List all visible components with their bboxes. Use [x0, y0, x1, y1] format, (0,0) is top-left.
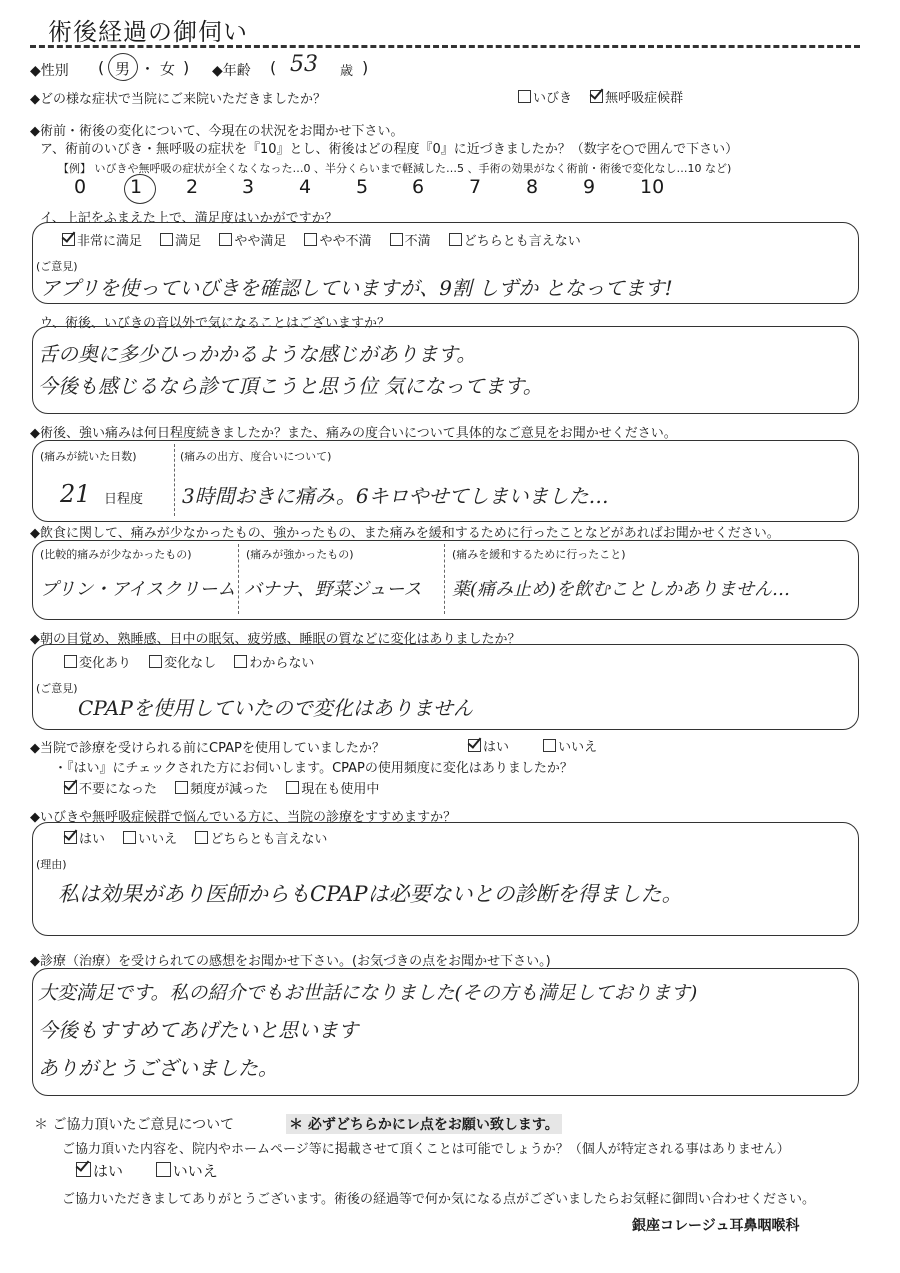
recommend-reason-label: (理由)	[36, 858, 67, 871]
apnea-checkbox[interactable]	[590, 90, 603, 103]
food-label-less-pain: (比較的痛みが少なかったもの)	[40, 548, 192, 561]
cpap-unneeded-label: 不要になった	[79, 782, 158, 797]
q-symptom-text: ◆どの様な症状で当院にご来院いただきましたか？	[30, 92, 326, 107]
recommend-no-checkbox[interactable]	[123, 831, 136, 844]
page-title: 術後経過の御伺い	[48, 18, 248, 46]
cpap-still-using-label: 現在も使用中	[301, 782, 380, 797]
cpap-sub-options	[64, 778, 393, 797]
cpap-reduced-checkbox[interactable]	[175, 781, 188, 794]
cpap-unneeded-checkbox[interactable]	[64, 781, 77, 794]
impression-answer-line2[interactable]: 今後もすすめてあげたいと思います	[38, 1018, 359, 1042]
gender-label: ◆性別	[30, 63, 69, 79]
sat-dissatisfied-checkbox[interactable]	[390, 233, 403, 246]
snoring-checkbox[interactable]	[518, 90, 531, 103]
pain-days-unit: 日程度	[104, 492, 144, 507]
sat-somewhat-satisfied-checkbox[interactable]	[219, 233, 232, 246]
sat-satisfied-checkbox[interactable]	[160, 233, 173, 246]
q-recommend-text: ◆いびきや無呼吸症候群で悩んでいる方に、当院の診療をすすめますか？	[30, 810, 457, 825]
other-answer-line2[interactable]: 今後も感じるなら診て頂こうと思う位 気になってます。	[38, 374, 543, 398]
sat-very-satisfied-checkbox[interactable]	[62, 233, 75, 246]
cpap-no-label: いいえ	[558, 740, 598, 755]
gender-dot: ・	[140, 60, 156, 78]
pain-degree-answer[interactable]: 3時間おきに痛み。6キロやせてしまいました…	[182, 484, 609, 508]
sat-neutral-label: どちらとも言えない	[463, 234, 581, 249]
q-impression-text: ◆診療（治療）を受けられての感想をお聞かせ下さい。(お気づきの点をお聞かせ下さい。)	[30, 954, 551, 969]
sat-somewhat-dissatisfied-checkbox[interactable]	[304, 233, 317, 246]
sleep-unchanged-label: 変化なし	[164, 656, 217, 671]
cpap-options	[468, 736, 611, 755]
satisfaction-answer[interactable]: アプリを使っていびきを確認していますが、9割 しずか となってます!	[40, 276, 673, 300]
q-sleep-text: ◆朝の目覚め、熟睡感、日中の眠気、疲労感、睡眠の質などに変化はありましたか？	[30, 632, 521, 647]
pain-days-label: (痛みが続いた日数)	[40, 450, 137, 463]
cpap-still-using-checkbox[interactable]	[286, 781, 299, 794]
food-divider-1	[238, 544, 239, 614]
pain-divider	[174, 444, 175, 516]
pain-days-value[interactable]: 21	[60, 480, 91, 508]
scale-number-7[interactable]: 7	[469, 176, 482, 198]
scale-number-3[interactable]: 3	[242, 176, 255, 198]
sleep-changed-checkbox[interactable]	[64, 655, 77, 668]
scale-selected-circle	[124, 174, 156, 204]
impression-answer-line3[interactable]: ありがとうございました。	[38, 1056, 278, 1080]
age-value[interactable]: 53	[290, 52, 318, 77]
sleep-unknown-checkbox[interactable]	[234, 655, 247, 668]
recommend-yes-label: はい	[79, 832, 106, 847]
cpap-no-checkbox[interactable]	[543, 739, 556, 752]
q-change-example: 【例】 いびきや無呼吸の症状が全くなくなった…0 、半分くらいまで軽減した…5 、手術の効果がなく術前・術後で変化なし…10 など)	[58, 162, 732, 175]
q-pain-text: ◆術後、強い痛みは何日程度続きましたか？また、痛みの度合いについて具体的なご意見をお聞かせください。	[30, 426, 677, 441]
footer-permission-options	[76, 1160, 232, 1181]
q-other-text: ウ、術後、いびきの音以外で気になることはございますか？	[40, 316, 390, 331]
age-label: ◆年齢	[212, 63, 251, 79]
sleep-opinion-label: (ご意見)	[36, 682, 78, 695]
food-label-more-pain: (痛みが強かったもの)	[246, 548, 354, 561]
permission-no-label: いいえ	[172, 1162, 218, 1180]
impression-answer-line1[interactable]: 大変満足です。私の紹介でもお世話になりました(その方も満足しております)	[38, 982, 698, 1004]
sleep-changed-label: 変化あり	[79, 656, 132, 671]
sat-dissatisfied-label: 不満	[404, 234, 431, 249]
scale-number-10[interactable]: 10	[640, 176, 665, 198]
recommend-answer[interactable]: 私は効果があり医師からもCPAPは必要ないとの診断を得ました。	[58, 882, 683, 906]
scale-number-2[interactable]: 2	[186, 176, 199, 198]
sat-somewhat-satisfied-label: やや満足	[234, 234, 287, 249]
q-satisfaction-text: イ、上記をふまえた上で、満足度はいかがですか？	[40, 211, 338, 226]
scale-number-0[interactable]: 0	[74, 176, 87, 198]
gender-paren-close: )	[183, 58, 190, 77]
cpap-yes-checkbox[interactable]	[468, 739, 481, 752]
apnea-label: 無呼吸症候群	[605, 91, 684, 106]
q-cpap-text: ◆当院で診療を受けられる前にCPAPを使用していましたか？	[30, 741, 385, 756]
title-underline	[30, 45, 860, 48]
sat-somewhat-dissatisfied-label: やや不満	[319, 234, 372, 249]
recommend-neutral-checkbox[interactable]	[195, 831, 208, 844]
scale-number-6[interactable]: 6	[412, 176, 425, 198]
footer-permission-text: ご協力頂いた内容を、院内やホームページ等に掲載させて頂くことは可能でしょうか？（個人が特定される事はありません）	[62, 1142, 790, 1157]
q-change-a-text: ア、術前のいびき・無呼吸の症状を『10』とし、術後はどの程度『0』に近づきましたか？（数字を○で囲んで下さい）	[40, 142, 739, 157]
sat-satisfied-label: 満足	[175, 234, 202, 249]
gender-male[interactable]: 男	[115, 60, 131, 78]
food-answer-less-pain[interactable]: プリン・アイスクリーム	[40, 579, 236, 600]
sleep-answer[interactable]: CPAPを使用していたので変化はありません	[78, 696, 473, 720]
food-label-relief: (痛みを緩和するために行ったこと)	[452, 548, 626, 561]
sleep-options	[64, 652, 328, 671]
footer-note-opinion: ＊ ご協力頂いたご意見について	[34, 1117, 235, 1133]
q-food-text: ◆飲食に関して、痛みが少なかったもの、強かったもの、また痛みを緩和するために行ったことなどがあればお聞かせください。	[30, 526, 780, 541]
permission-no-checkbox[interactable]	[156, 1162, 171, 1177]
clinic-name: 銀座コレージュ耳鼻咽喉科	[632, 1218, 800, 1234]
scale-number-4[interactable]: 4	[299, 176, 312, 198]
gender-paren-open: (	[98, 58, 105, 77]
footer-note-check: ＊ 必ずどちらかにレ点をお願い致します。	[286, 1114, 562, 1134]
q-change-heading: ◆術前・術後の変化について、今現在の状況をお聞かせ下さい。	[30, 124, 404, 139]
recommend-options	[64, 828, 341, 847]
age-unit: 歳	[340, 64, 354, 79]
permission-yes-checkbox[interactable]	[76, 1162, 91, 1177]
q-symptom-options	[518, 87, 697, 106]
scale-number-8[interactable]: 8	[526, 176, 539, 198]
recommend-neutral-label: どちらとも言えない	[210, 832, 328, 847]
recommend-yes-checkbox[interactable]	[64, 831, 77, 844]
snoring-label: いびき	[533, 91, 573, 106]
satisfaction-opinion-label: (ご意見)	[36, 260, 78, 273]
permission-yes-label: はい	[93, 1162, 124, 1180]
age-paren-open: (	[270, 58, 277, 77]
footer-thanks: ご協力いただきましてありがとうございます。術後の経過等で何か気になる点がございましたらお気軽に御問い合わせください。	[62, 1192, 815, 1207]
other-answer-line1[interactable]: 舌の奥に多少ひっかかるような感じがあります。	[38, 342, 477, 366]
sleep-unchanged-checkbox[interactable]	[149, 655, 162, 668]
sat-very-satisfied-label: 非常に満足	[77, 234, 143, 249]
sat-neutral-checkbox[interactable]	[449, 233, 462, 246]
q-cpap-sub-text: ・『はい』にチェックされた方にお伺いします。CPAPの使用頻度に変化はありましたか？	[54, 761, 573, 776]
scale-number-1[interactable]: 1	[130, 176, 143, 198]
gender-female[interactable]: 女	[160, 60, 176, 78]
food-answer-relief[interactable]: 薬(痛み止め)を飲むことしかありません…	[452, 579, 791, 600]
pain-degree-label: (痛みの出方、度合いについて)	[180, 450, 332, 463]
cpap-yes-label: はい	[483, 740, 510, 755]
scale-number-9[interactable]: 9	[583, 176, 596, 198]
age-paren-close: )	[362, 58, 369, 77]
recommend-no-label: いいえ	[138, 832, 178, 847]
gender-male-circle	[108, 53, 138, 81]
satisfaction-options	[62, 230, 595, 249]
sleep-unknown-label: わからない	[249, 656, 315, 671]
food-divider-2	[444, 544, 445, 614]
food-answer-more-pain[interactable]: バナナ、野菜ジュース	[244, 579, 422, 600]
cpap-reduced-label: 頻度が減った	[190, 782, 269, 797]
scale-number-5[interactable]: 5	[356, 176, 369, 198]
